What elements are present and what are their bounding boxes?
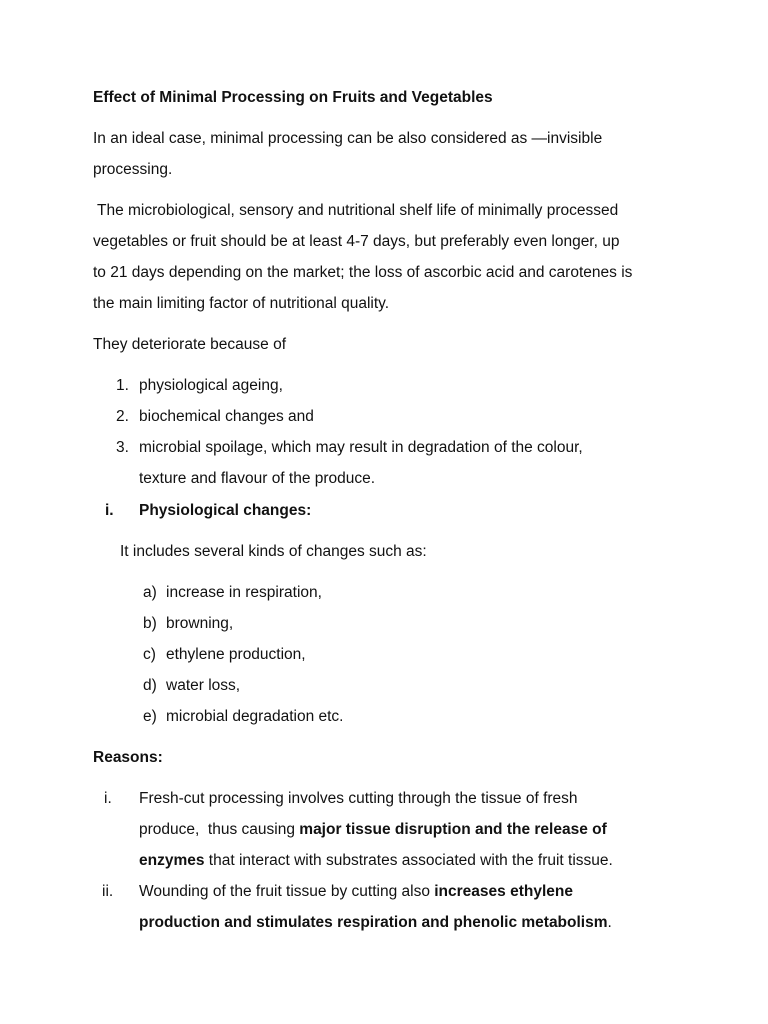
list-item: biochemical changes and: [139, 408, 314, 425]
list-marker: 1.: [116, 377, 129, 394]
reason-text: produce, thus causing: [139, 821, 300, 838]
list-item: physiological ageing,: [139, 377, 283, 394]
list-item: water loss,: [166, 677, 241, 694]
reason-line: Fresh-cut processing involves cutting through the tissue of fresh: [139, 790, 578, 807]
reason-text: Wounding of the fruit tissue by cutting also: [139, 883, 435, 900]
list-marker: a): [143, 584, 157, 601]
reason-line: [139, 820, 607, 840]
shelf-life-line: vegetables or fruit should be at least 4-7 days, but preferably even longer, up: [93, 233, 620, 250]
reason-emphasis: production and stimulates respiration and phenolic metabolism: [139, 914, 608, 931]
list-item: browning,: [166, 615, 234, 632]
shelf-life-line: to 21 days depending on the market; the loss of ascorbic acid and carotenes is: [93, 264, 633, 281]
intro-line: processing.: [93, 161, 173, 178]
reason-line: [139, 882, 573, 902]
list-marker: e): [143, 708, 157, 725]
list-item: microbial spoilage, which may result in degradation of the colour,: [139, 439, 583, 456]
section-marker: i.: [105, 502, 114, 519]
reason-emphasis: enzymes: [139, 852, 205, 869]
list-marker: 2.: [116, 408, 129, 425]
reason-line: [139, 851, 613, 871]
reasons-heading: Reasons:: [93, 749, 163, 766]
list-marker: i.: [104, 790, 112, 807]
reason-emphasis: increases ethylene: [434, 883, 573, 900]
intro-line: In an ideal case, minimal processing can be also considered as —invisible: [93, 130, 603, 147]
list-marker: b): [143, 615, 157, 632]
reason-emphasis: major tissue disruption and the release of: [299, 821, 607, 838]
reason-line: [139, 913, 612, 933]
deteriorate-intro: They deteriorate because of: [93, 336, 287, 353]
list-item: increase in respiration,: [166, 584, 322, 601]
reason-text: .: [607, 914, 612, 931]
reason-text: that interact with substrates associated with the fruit tissue.: [204, 852, 613, 869]
list-marker: c): [143, 646, 156, 663]
list-item: microbial degradation etc.: [166, 708, 344, 725]
list-marker: ii.: [102, 883, 114, 900]
changes-intro: It includes several kinds of changes such as:: [120, 543, 427, 560]
shelf-life-line: the main limiting factor of nutritional quality.: [93, 295, 390, 312]
shelf-life-line: The microbiological, sensory and nutritional shelf life of minimally processed: [97, 202, 619, 219]
document-title: Effect of Minimal Processing on Fruits and Vegetables: [93, 89, 493, 106]
list-item: ethylene production,: [166, 646, 306, 663]
section-heading: Physiological changes:: [139, 502, 312, 519]
list-marker: 3.: [116, 439, 129, 456]
list-marker: d): [143, 677, 157, 694]
list-item-continued: texture and flavour of the produce.: [139, 470, 376, 487]
